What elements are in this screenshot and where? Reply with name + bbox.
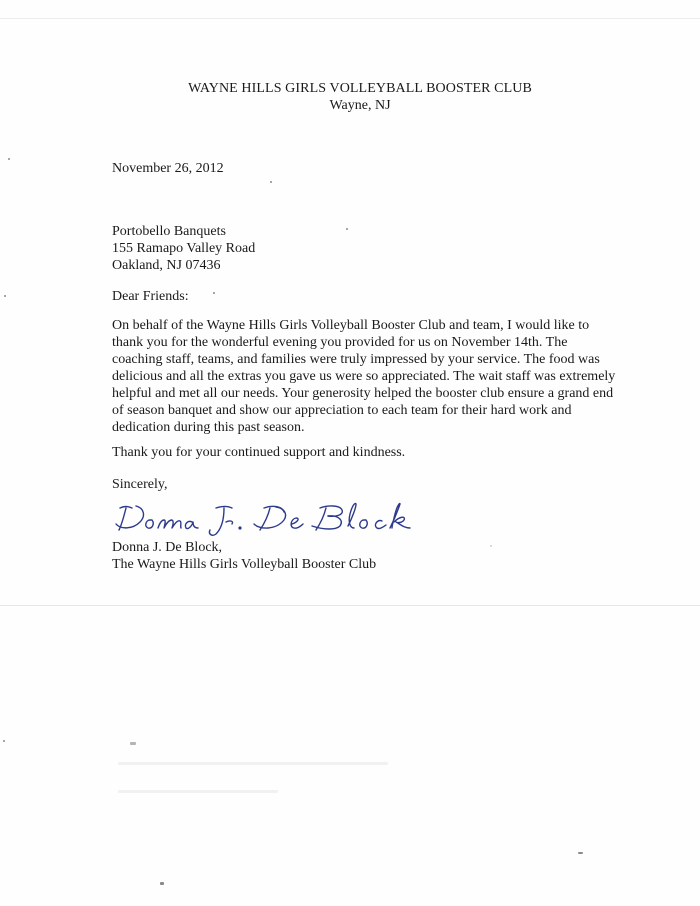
closing: Sincerely, <box>112 477 168 492</box>
scan-speck <box>578 852 583 854</box>
recipient-name: Portobello Banquets <box>112 224 226 239</box>
letterhead <box>0 80 700 114</box>
letter-date: November 26, 2012 <box>112 161 224 176</box>
scan-speck <box>8 158 10 160</box>
signer-block <box>112 539 376 573</box>
body-line: thank you for the wonderful evening you provided for us on November 14th. The <box>112 335 568 350</box>
body-line: coaching staff, teams, and families were truly impressed by your service. The food was <box>112 352 600 367</box>
handwritten-signature <box>114 494 434 538</box>
scan-speck <box>270 181 272 183</box>
scan-speck <box>4 295 6 297</box>
scan-speck <box>3 740 5 742</box>
scan-speck <box>160 882 164 885</box>
scan-line <box>0 18 700 19</box>
letterhead-location: Wayne, NJ <box>329 98 391 113</box>
signer-organization: The Wayne Hills Girls Volleyball Booster Club <box>112 557 377 572</box>
scan-speck <box>346 228 348 230</box>
body-line: of season banquet and show our appreciation to each team for their hard work and <box>112 403 572 418</box>
signer-name: Donna J. De Block, <box>112 540 223 555</box>
bleed-through-text <box>118 790 278 793</box>
body-paragraph <box>112 317 615 436</box>
scan-speck <box>213 292 215 294</box>
scan-speck <box>490 545 492 547</box>
thanks-line: Thank you for your continued support and kindness. <box>112 445 406 460</box>
body-line: dedication during this past season. <box>112 420 305 435</box>
body-line: helpful and met all our needs. Your generosity helped the booster club ensure a grand end <box>112 386 614 401</box>
letterhead-organization: WAYNE HILLS GIRLS VOLLEYBALL BOOSTER CLUB <box>188 81 532 96</box>
bleed-through-text <box>118 762 388 765</box>
body-line: delicious and all the extras you gave us were so appreciated. The wait staff was extremely <box>112 369 616 384</box>
salutation: Dear Friends: <box>112 289 189 304</box>
scan-line <box>0 605 700 606</box>
recipient-city-state-zip: Oakland, NJ 07436 <box>112 258 221 273</box>
recipient-street: 155 Ramapo Valley Road <box>112 241 256 256</box>
body-line: On behalf of the Wayne Hills Girls Volleyball Booster Club and team, I would like to <box>112 318 590 333</box>
recipient-address <box>112 223 255 274</box>
scan-speck <box>130 742 136 745</box>
